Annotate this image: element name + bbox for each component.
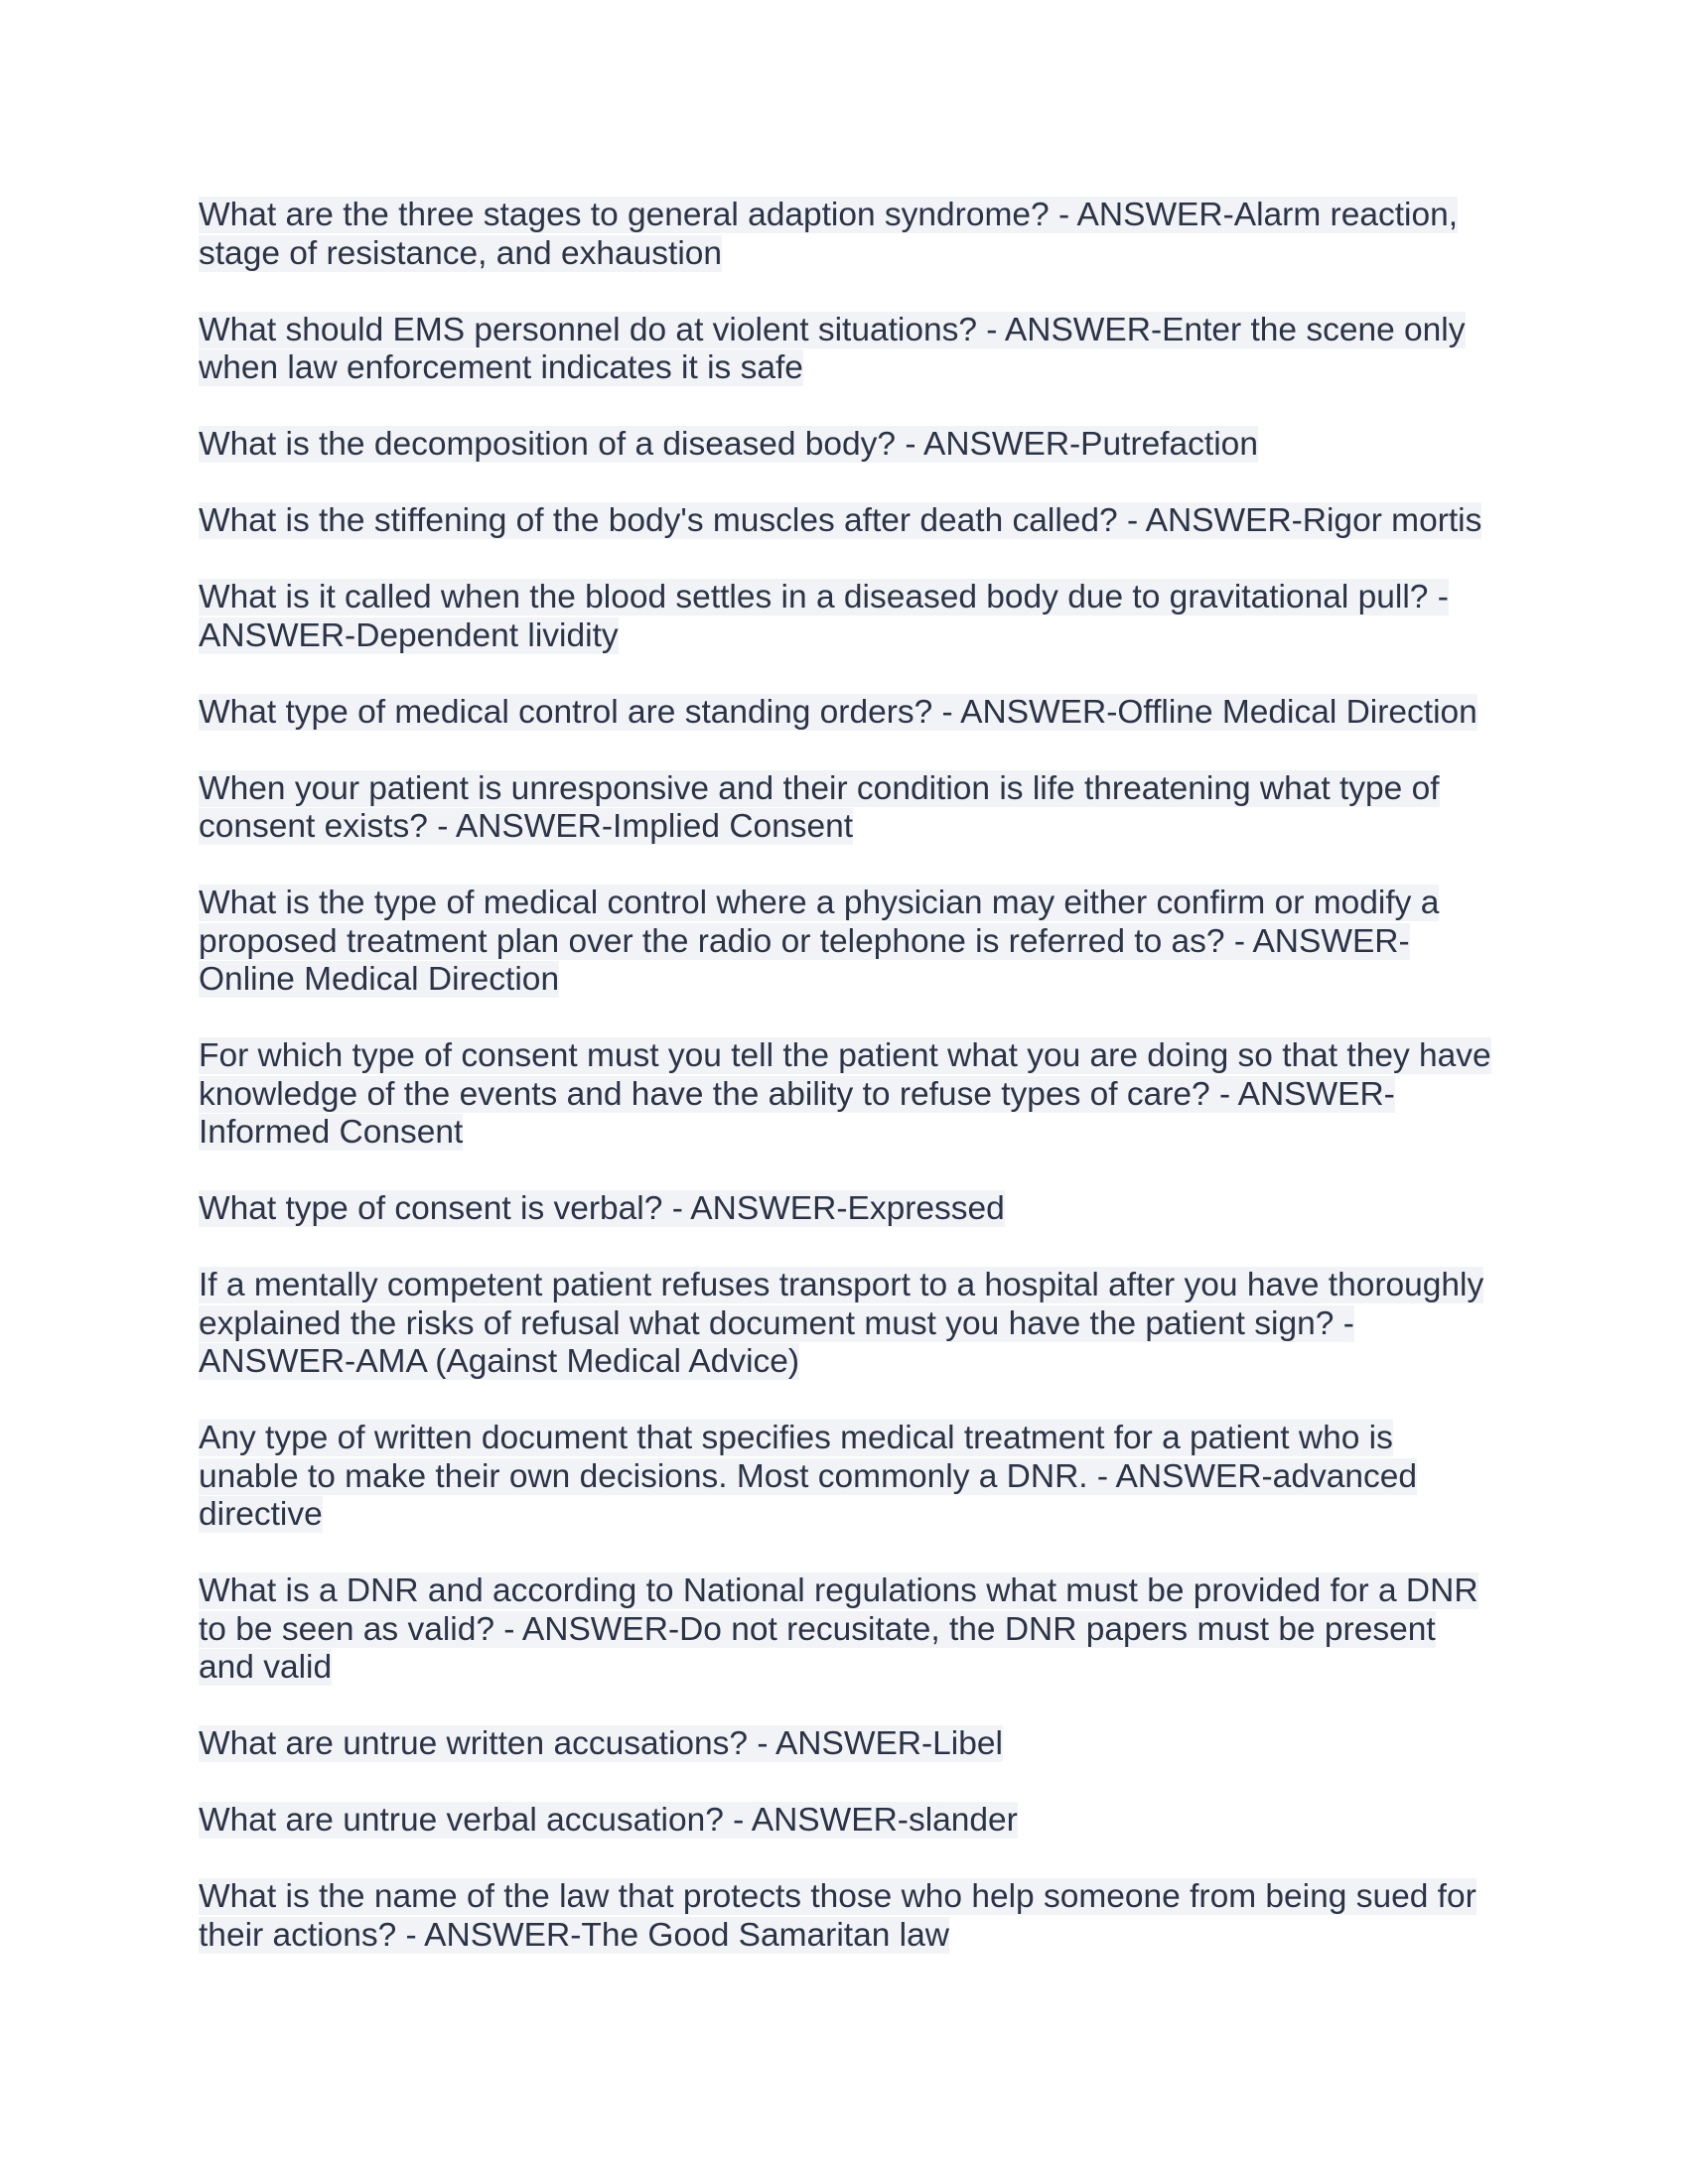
qa-item (199, 197, 1499, 273)
qa-text: What are untrue verbal accusation? - ANSWER-slander (199, 1802, 1018, 1839)
qa-text: When your patient is unresponsive and their condition is life threatening what type of consent exists? - ANSWER-Implied Consent (199, 769, 1440, 845)
qa-item (199, 1572, 1499, 1688)
qa-text: What is the decomposition of a diseased body? - ANSWER-Putrefaction (199, 426, 1258, 463)
qa-text: What type of consent is verbal? - ANSWER-Expressed (199, 1190, 1005, 1227)
qa-text: What are the three stages to general adaption syndrome? - ANSWER-Alarm reaction, stage of resistance, and exhaustion (199, 197, 1459, 272)
qa-text: What is the stiffening of the body's muscles after death called? - ANSWER-Rigor mortis (199, 502, 1482, 539)
qa-text: If a mentally competent patient refuses transport to a hospital after you have thoroughly explained the risks of refusal what document must you have the patient sign? - ANSWER-AMA (Against Medical Advice) (199, 1267, 1484, 1380)
qa-text: What is it called when the blood settles in a diseased body due to gravitational pull? - ANSWER-Dependent lividity (199, 579, 1449, 654)
qa-item (199, 502, 1499, 541)
qa-item (199, 426, 1499, 465)
qa-text: What are untrue written accusations? - ANSWER-Libel (199, 1725, 1003, 1762)
qa-text: Any type of written document that specifies medical treatment for a patient who is unable to make their own decisions. Most commonly a DNR. - ANSWER-advanced directive (199, 1420, 1417, 1533)
qa-text: For which type of consent must you tell the patient what you are doing so that they have knowledge of the events and have the ability to refuse types of care? - ANSWER- Informed Consent (199, 1037, 1491, 1151)
qa-text: What is the name of the law that protects those who help someone from being sued for their actions? - ANSWER-The Good Samaritan law (199, 1878, 1477, 1954)
qa-item (199, 1190, 1499, 1229)
qa-item (199, 1878, 1499, 1955)
qa-item (199, 694, 1499, 733)
qa-item (199, 770, 1499, 847)
qa-text: What type of medical control are standing orders? - ANSWER-Offline Medical Direction (199, 693, 1477, 731)
qa-text: What is the type of medical control where a physician may either confirm or modify a proposed treatment plan over the radio or telephone is referred to as? - ANSWER- Online Medical Direction (199, 885, 1440, 998)
qa-item (199, 312, 1499, 388)
qa-item (199, 1267, 1499, 1382)
qa-item (199, 1037, 1499, 1153)
qa-list (199, 197, 1499, 1993)
qa-item (199, 1725, 1499, 1764)
qa-item (199, 1802, 1499, 1841)
qa-text: What is a DNR and according to National regulations what must be provided for a DNR to be seen as valid? - ANSWER-Do not recusitate, the DNR papers must be present and valid (199, 1572, 1478, 1686)
qa-item (199, 579, 1499, 655)
qa-text: What should EMS personnel do at violent situations? - ANSWER-Enter the scene only when law enforcement indicates it is safe (199, 311, 1466, 386)
qa-item (199, 885, 1499, 1000)
qa-item (199, 1420, 1499, 1535)
